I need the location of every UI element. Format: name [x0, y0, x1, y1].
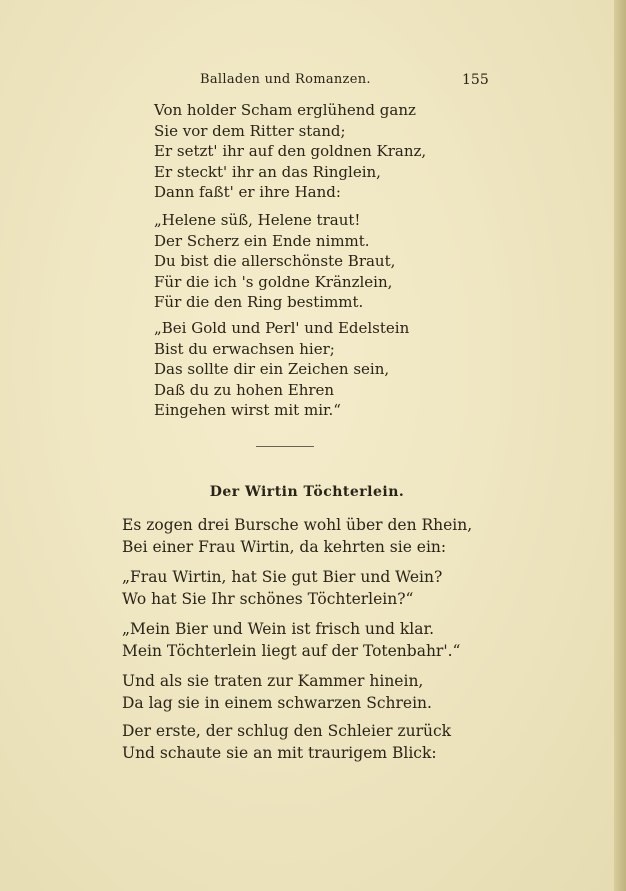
ballad-stanza	[0, 210, 614, 313]
verse-line: Mein Töchterlein liegt auf der Totenbahr'.“	[122, 642, 461, 660]
verse-line: Wo hat Sie Ihr schönes Töchterlein?“	[122, 590, 414, 608]
verse-line: Und schaute sie an mit traurigem Blick:	[122, 744, 437, 762]
poem-stanza	[0, 566, 614, 610]
page-header	[0, 72, 614, 92]
verse-line: Bei einer Frau Wirtin, da kehrten sie ein:	[122, 538, 447, 556]
verse-line: Er setzt' ihr auf den goldnen Kranz,	[154, 142, 427, 161]
verse-line: Für die den Ring bestimmt.	[154, 293, 364, 312]
verse-line: Das sollte dir ein Zeichen sein,	[154, 360, 390, 379]
verse-line: Eingehen wirst mit mir.“	[154, 401, 341, 420]
verse-line: „Bei Gold und Perl' und Edelstein	[154, 319, 410, 337]
poem-title: Der Wirtin Töchterlein.	[209, 484, 405, 500]
running-head: Balladen und Romanzen.	[200, 72, 371, 87]
verse-line: Daß du zu hohen Ehren	[154, 380, 335, 399]
verse-line: Für die ich 's goldne Kränzlein,	[154, 272, 393, 291]
verse-line: Und als sie traten zur Kammer hinein,	[122, 672, 424, 690]
section-divider	[256, 446, 314, 447]
verse-line: Von holder Scham erglühend ganz	[154, 101, 416, 119]
verse-line: Es zogen drei Bursche wohl über den Rhein,	[122, 516, 473, 534]
page-number: 155	[462, 72, 489, 88]
ballad-stanza	[0, 100, 614, 203]
ballad-stanza	[0, 318, 614, 421]
verse-line: Bist du erwachsen hier;	[154, 339, 335, 358]
page-edge	[614, 0, 626, 891]
verse-line: Du bist die allerschönste Braut,	[154, 252, 396, 271]
poem-stanza	[0, 720, 614, 764]
verse-line: „Frau Wirtin, hat Sie gut Bier und Wein?	[122, 568, 443, 586]
verse-line: Da lag sie in einem schwarzen Schrein.	[122, 694, 432, 712]
poem-stanza	[0, 618, 614, 662]
verse-line: Der Scherz ein Ende nimmt.	[154, 231, 370, 250]
verse-line: „Mein Bier und Wein ist frisch und klar.	[122, 620, 435, 638]
poem-stanza	[0, 670, 614, 714]
verse-line: Er steckt' ihr an das Ringlein,	[154, 162, 381, 181]
verse-line: Der erste, der schlug den Schleier zurück	[122, 722, 452, 740]
verse-line: Sie vor dem Ritter stand;	[154, 121, 346, 140]
poem-stanza	[0, 514, 614, 558]
verse-line: „Helene süß, Helene traut!	[154, 211, 361, 229]
verse-line: Dann faßt' er ihre Hand:	[154, 183, 341, 202]
